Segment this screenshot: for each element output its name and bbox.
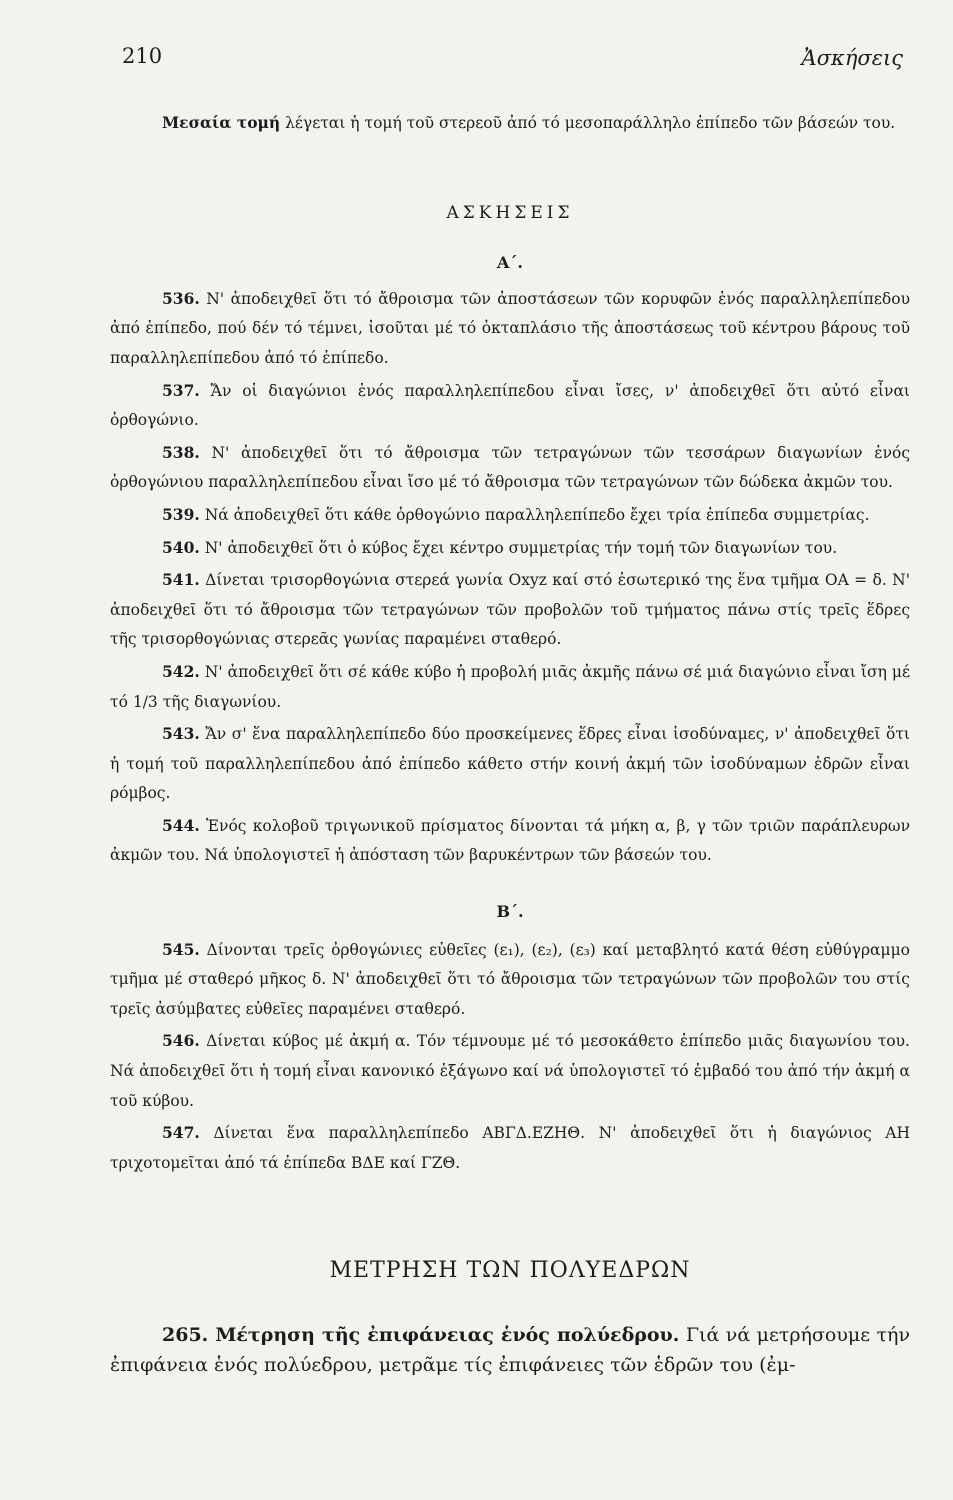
exercise-number: 537. [162, 380, 200, 400]
exercise-536 [110, 284, 910, 374]
exercise-number: 541. [162, 570, 200, 590]
exercise-text: Ἄν σ' ἕνα παραλληλεπίπεδο δύο προσκείμενες ἕδρες εἶναι ἰσοδύναμες, ν' ἀποδειχθεῖ ὅτι ἡ τομή τοῦ παραλληλεπίπεδου ἀπό ἐπίπεδο κάθετο στήν κοινή ἀκμή τῶν ἰσοδύναμων ἑδρῶν εἶναι ρόμβος. [110, 725, 910, 803]
exercise-text: Δίνονται τρεῖς ὀρθογώνιες εὐθεῖες (ε₁), (ε₂), (ε₃) καί μεταβλητό κατά θέση εὐθύγραμμο τμῆμα μέ σταθερό μῆκος δ. Ν' ἀποδειχθεῖ ὅτι τό ἄθροισμα τῶν τετραγώνων τῶν προβολῶν του στίς τρεῖς ἀσύμβατες εὐθεῖες παραμένει σταθερό. [110, 940, 910, 1018]
exercise-text: Ν' ἀποδειχθεῖ ὅτι τό ἄθροισμα τῶν ἀποστάσεων τῶν κορυφῶν ἑνός παραλληλεπίπεδου ἀπό ἐπίπεδο, πού δέν τό τέμνει, ἰσοῦται μέ τό ὀκταπλάσιο τῆς ἀποστάσεως τοῦ κέντρου βάρους τοῦ παραλληλεπίπεδου ἀπό τό ἐπίπεδο. [110, 289, 910, 367]
exercise-547 [110, 1118, 910, 1178]
group-b-label: Β΄. [496, 902, 524, 922]
exercise-546 [110, 1026, 910, 1116]
exercise-text: Ἑνός κολοβοῦ τριγωνικοῦ πρίσματος δίνονται τά μήκη α, β, γ τῶν τριῶν παράπλευρων ἀκμῶν του. Νά ὑπολογιστεῖ ἡ ἀπόσταση τῶν βαρυκέντρων τῶν βάσεών του. [110, 816, 910, 865]
running-head: Ἀσκήσεις [801, 46, 903, 70]
exercise-number: 544. [162, 815, 200, 835]
intro-text: λέγεται ἡ τομή τοῦ στερεοῦ ἀπό τό μεσοπαράλληλο ἐπίπεδο τῶν βάσεών του. [280, 114, 896, 132]
exercise-number: 546. [162, 1031, 200, 1051]
exercise-number: 547. [162, 1123, 200, 1143]
exercise-543 [110, 719, 910, 809]
exercise-text: Δίνεται κύβος μέ ἀκμή α. Τόν τέμνουμε μέ τό μεσοκάθετο ἐπίπεδο μιᾶς διαγωνίου του. Νά ἀποδειχθεῖ ὅτι ἡ τομή εἶναι κανονικό ἑξάγωνο καί νά ὑπολογιστεῖ τό ἐμβαδό του ἀπό τήν ἀκμή α τοῦ κύβου. [110, 1032, 910, 1110]
exercise-text: Ν' ἀποδειχθεῖ ὅτι σέ κάθε κύβο ἡ προβολή μιᾶς ἀκμῆς πάνω σέ μιά διαγώνιο εἶναι ἴση μέ τό 1/3 τῆς διαγωνίου. [110, 662, 910, 711]
exercise-number: 536. [162, 288, 200, 308]
exercise-544 [110, 811, 910, 871]
exercise-number: 545. [162, 939, 200, 959]
intro-paragraph [110, 108, 910, 139]
exercise-539 [110, 500, 910, 531]
section-265-paragraph [110, 1320, 910, 1380]
group-a-label: Α΄. [497, 253, 523, 273]
exercise-537 [110, 376, 910, 436]
exercise-538 [110, 438, 910, 498]
exercise-text: Ν' ἀποδειχθεῖ ὅτι τό ἄθροισμα τῶν τετραγώνων τῶν τεσσάρων διαγωνίων ἑνός ὀρθογώνιου παραλληλεπίπεδου εἶναι ἴσο μέ τό ἄθροισμα τῶν τετραγώνων τῶν δώδεκα ἀκμῶν του. [110, 443, 910, 492]
exercise-text: Δίνεται τρισορθογώνια στερεά γωνία Οxyz καί στό ἐσωτερικό της ἕνα τμῆμα ΟΑ = δ. Ν' ἀποδειχθεῖ ὅτι τό ἄθροισμα τῶν τετραγώνων τῶν προβολῶν τοῦ τμήματος πάνω στίς τρεῖς ἕδρες τῆς τρισορθογώνιας στερεᾶς γωνίας παραμένει σταθερό. [110, 571, 910, 649]
section-title: Μέτρηση τῆς ἐπιφάνειας ἑνός πολύεδρου. [208, 1324, 680, 1346]
page-body [110, 108, 910, 1380]
exercise-number: 542. [162, 661, 200, 681]
exercise-542 [110, 657, 910, 717]
exercise-text: Ν' ἀποδειχθεῖ ὅτι ὁ κύβος ἔχει κέντρο συμμετρίας τήν τομή τῶν διαγωνίων του. [199, 538, 838, 557]
exercise-number: 540. [162, 537, 200, 557]
exercise-text: Δίνεται ἕνα παραλληλεπίπεδο ΑΒΓΔ.ΕΖΗΘ. Ν' ἀποδειχθεῖ ὅτι ἡ διαγώνιος ΑΗ τριχοτομεῖται ἀπό τά ἐπίπεδα ΒΔΕ καί ΓΖΘ. [110, 1124, 910, 1172]
exercise-541 [110, 565, 910, 655]
page-number: 210 [122, 44, 163, 68]
exercises-heading: ΑΣΚΗΣΕΙΣ [446, 202, 574, 223]
chapter-title: ΜΕΤΡΗΣΗ ΤΩΝ ΠΟΛΥΕΔΡΩΝ [329, 1258, 691, 1284]
section-number: 265. [162, 1324, 209, 1346]
exercise-number: 538. [162, 442, 200, 462]
section-text: Γιά νά μετρήσουμε τήν ἐπιφάνεια ἑνός πολύεδρου, μετρᾶμε τίς ἐπιφάνειες τῶν ἑδρῶν του (ἐμ- [110, 1324, 910, 1376]
exercise-number: 543. [162, 724, 200, 744]
page-header [122, 44, 903, 80]
exercise-text: Ἄν οἱ διαγώνιοι ἑνός παραλληλεπίπεδου εἶναι ἴσες, ν' ἀποδειχθεῖ ὅτι αὐτό εἶναι ὀρθογώνιο. [110, 381, 910, 430]
exercise-545 [110, 935, 910, 1025]
exercise-text: Νά ἀποδειχθεῖ ὅτι κάθε ὀρθογώνιο παραλληλεπίπεδο ἔχει τρία ἐπίπεδα συμμετρίας. [199, 505, 870, 524]
exercise-540 [110, 533, 910, 564]
intro-term: Μεσαία τομή [162, 113, 281, 132]
exercise-number: 539. [162, 504, 200, 524]
